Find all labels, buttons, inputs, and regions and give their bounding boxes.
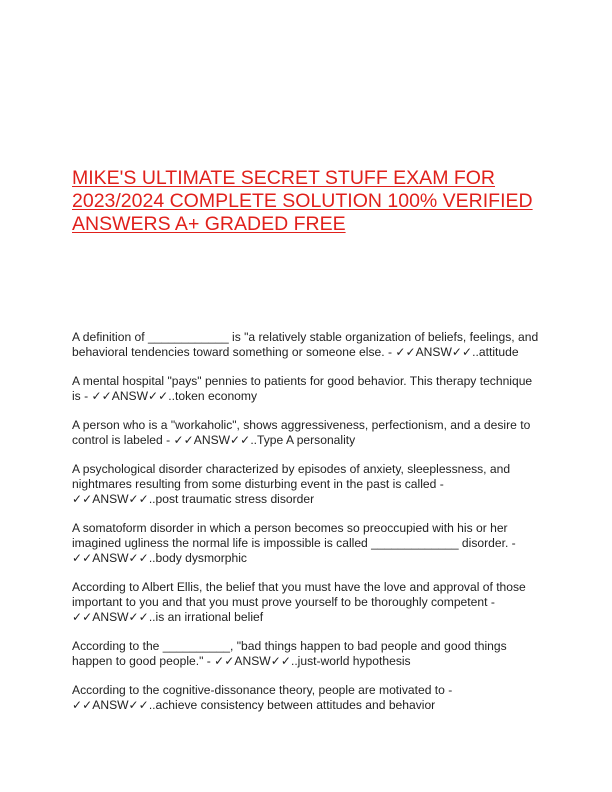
question-answer-item: According to the cognitive-dissonance theory, people are motivated to - ✓✓ANSW✓✓..achieve consistency between attitudes and behavior [72,683,453,712]
question-answer-item: A person who is a "workaholic", shows aggressiveness, perfectionism, and a desire to control is labeled - ✓✓ANSW✓✓..Type A personality [72,418,531,447]
question-answer-item: According to the __________, "bad things happen to bad people and good things happen to good people." - ✓✓ANSW✓✓..just-world hypothesis [72,639,507,668]
question-answer-item: A somatoform disorder in which a person becomes so preoccupied with his or her imagined ugliness the normal life is impossible is called _____________ disorder. - ✓✓ANSW✓✓..body dysmorphic [72,521,516,565]
question-answer-list [72,330,544,727]
document-title: MIKE'S ULTIMATE SECRET STUFF EXAM FOR 2023/2024 COMPLETE SOLUTION 100% VERIFIED ANSWERS A+ GRADED FREE [72,167,533,235]
question-answer-item: According to Albert Ellis, the belief that you must have the love and approval of those important to you and that you must prove yourself to be thoroughly competent - ✓✓ANSW✓✓..is an irrational belief [72,580,526,624]
question-answer-item: A definition of ____________ is "a relatively stable organization of beliefs, feelings, and behavioral tendencies toward something or someone else. - ✓✓ANSW✓✓..attitude [72,330,539,359]
question-answer-item: A mental hospital "pays" pennies to patients for good behavior. This therapy technique is - ✓✓ANSW✓✓..token economy [72,374,533,403]
question-answer-item: A psychological disorder characterized by episodes of anxiety, sleeplessness, and nightmares resulting from some disturbing event in the past is called - ✓✓ANSW✓✓..post traumatic stress disorder [72,462,511,506]
